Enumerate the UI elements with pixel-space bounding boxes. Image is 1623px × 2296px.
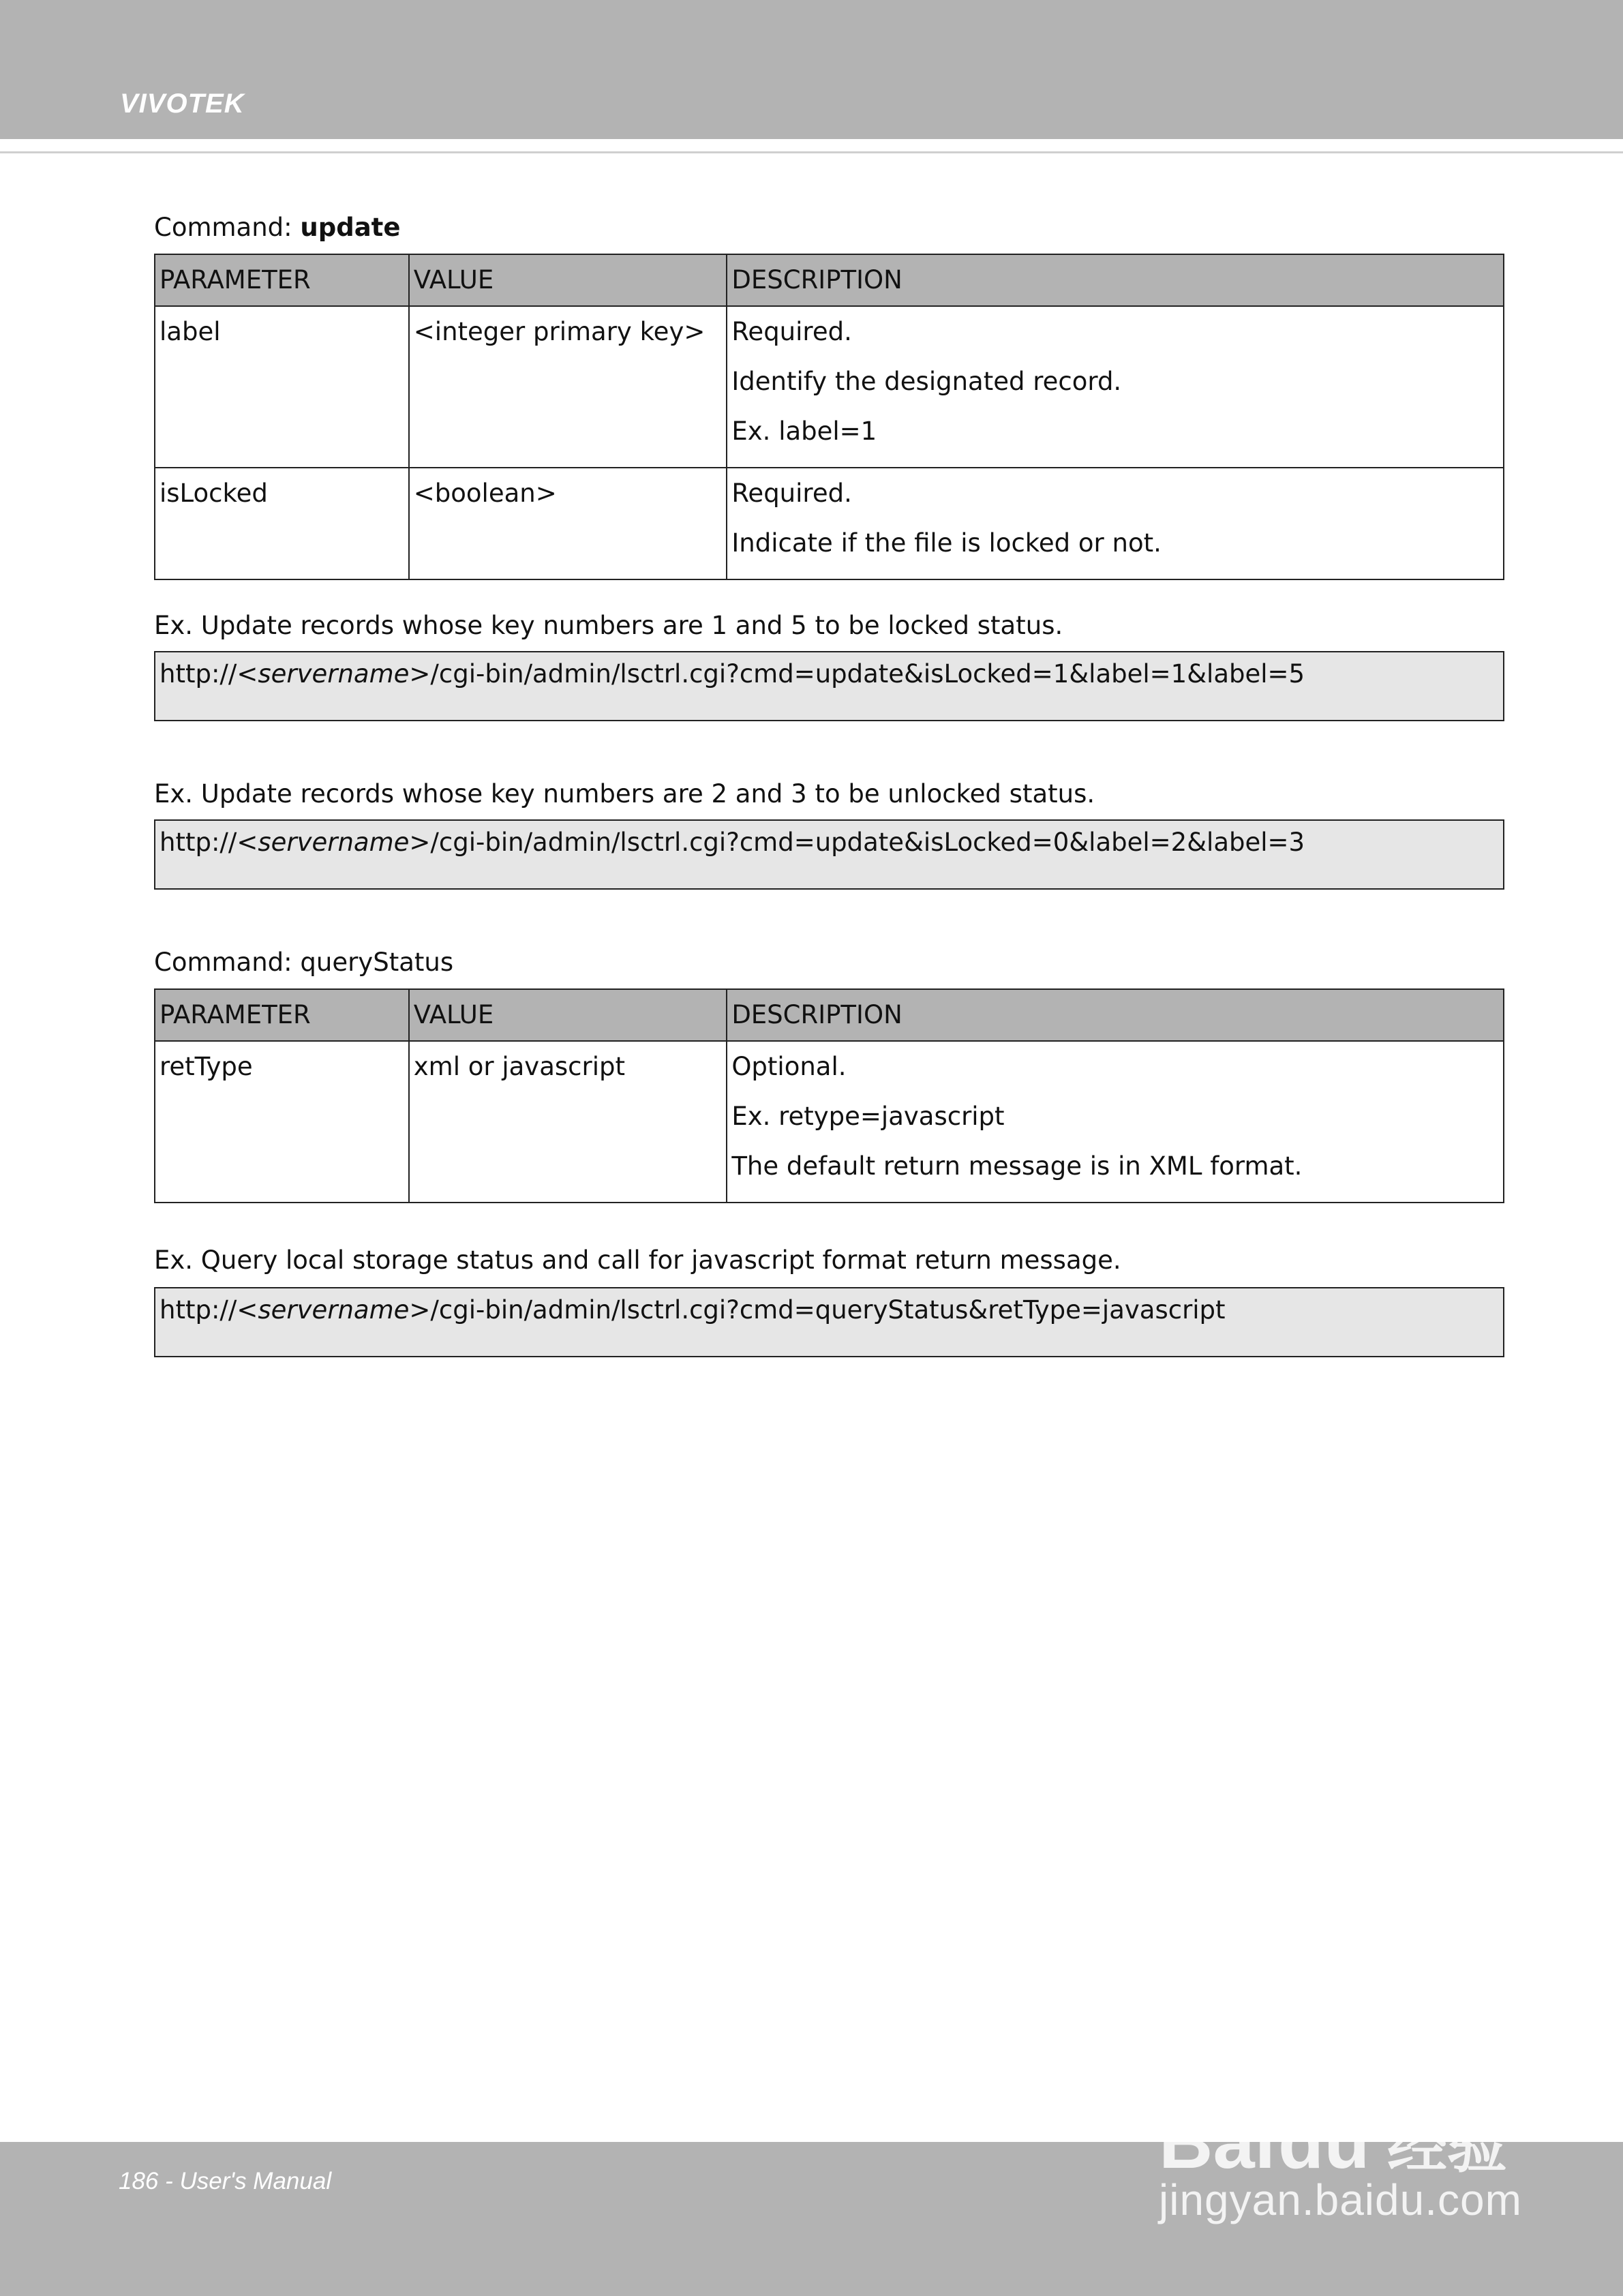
update-parameter-table bbox=[154, 254, 1504, 580]
watermark-site: jingyan.baidu.com bbox=[1159, 2175, 1522, 2224]
param-name: isLocked bbox=[160, 479, 268, 508]
brand-logo: VIVOTEK bbox=[120, 89, 245, 119]
description-line: Optional. bbox=[731, 1052, 847, 1081]
value-cell bbox=[409, 306, 727, 468]
table-row bbox=[155, 468, 1504, 579]
param-cell bbox=[155, 306, 409, 468]
column-header: VALUE bbox=[409, 254, 727, 306]
table-header-row bbox=[155, 254, 1504, 306]
url-servername: <servername> bbox=[237, 1295, 431, 1325]
param-value: xml or javascript bbox=[413, 1052, 625, 1081]
column-header: DESCRIPTION bbox=[727, 989, 1504, 1041]
heading-command: update bbox=[300, 213, 401, 242]
url-suffix: /cgi-bin/admin/lsctrl.cgi?cmd=update&isLocked=0&label=2&label=3 bbox=[430, 828, 1305, 857]
param-name: label bbox=[160, 317, 221, 346]
column-header: DESCRIPTION bbox=[727, 254, 1504, 306]
watermark-brand-du: du bbox=[1278, 2100, 1370, 2184]
url-prefix: http:// bbox=[160, 1295, 237, 1325]
value-cell bbox=[409, 1041, 727, 1203]
example-url-box bbox=[154, 1287, 1504, 1357]
column-header: PARAMETER bbox=[155, 989, 409, 1041]
description-line: Required. bbox=[731, 317, 852, 346]
table-row bbox=[155, 306, 1504, 468]
param-value: <integer primary key> bbox=[413, 317, 706, 346]
example-caption: Ex. Update records whose key numbers are 1 and 5 to be locked status. bbox=[154, 611, 1063, 640]
url-servername: <servername> bbox=[237, 828, 431, 857]
example-caption: Ex. Query local storage status and call for javascript format return message. bbox=[154, 1245, 1121, 1275]
table-row bbox=[155, 1041, 1504, 1203]
param-cell bbox=[155, 1041, 409, 1203]
querystatus-command-heading: Command: queryStatus bbox=[154, 948, 454, 977]
column-header: PARAMETER bbox=[155, 254, 409, 306]
description-cell bbox=[727, 468, 1504, 579]
param-name: retType bbox=[160, 1052, 253, 1081]
querystatus-parameter-table bbox=[154, 988, 1504, 1203]
example-url-box bbox=[154, 651, 1504, 721]
url-prefix: http:// bbox=[160, 828, 237, 857]
page-number-label: 186 - User's Manual bbox=[119, 2168, 332, 2194]
description-line: Ex. retype=javascript bbox=[731, 1102, 1005, 1131]
description-line: Ex. label=1 bbox=[731, 417, 877, 446]
header-divider bbox=[0, 151, 1623, 153]
watermark-brand: Bai bbox=[1159, 2100, 1276, 2184]
description-line: The default return message is in XML format. bbox=[731, 1151, 1303, 1181]
description-line: Required. bbox=[731, 479, 852, 508]
update-command-heading bbox=[154, 213, 400, 243]
watermark-cjk: 经验 bbox=[1387, 2111, 1508, 2181]
url-suffix: /cgi-bin/admin/lsctrl.cgi?cmd=update&isLocked=1&label=1&label=5 bbox=[430, 659, 1305, 689]
url-prefix: http:// bbox=[160, 659, 237, 689]
description-line: Identify the designated record. bbox=[731, 367, 1122, 396]
param-cell bbox=[155, 468, 409, 579]
description-cell bbox=[727, 306, 1504, 468]
description-line: Indicate if the file is locked or not. bbox=[731, 528, 1162, 558]
url-servername: <servername> bbox=[237, 659, 431, 689]
column-header: VALUE bbox=[409, 989, 727, 1041]
table-header-row bbox=[155, 989, 1504, 1041]
param-value: <boolean> bbox=[413, 479, 557, 508]
description-cell bbox=[727, 1041, 1504, 1203]
example-url-box bbox=[154, 819, 1504, 890]
example-caption: Ex. Update records whose key numbers are 2 and 3 to be unlocked status. bbox=[154, 779, 1095, 809]
value-cell bbox=[409, 468, 727, 579]
heading-prefix: Command: bbox=[154, 213, 301, 242]
url-suffix: /cgi-bin/admin/lsctrl.cgi?cmd=queryStatus&retType=javascript bbox=[430, 1295, 1226, 1325]
